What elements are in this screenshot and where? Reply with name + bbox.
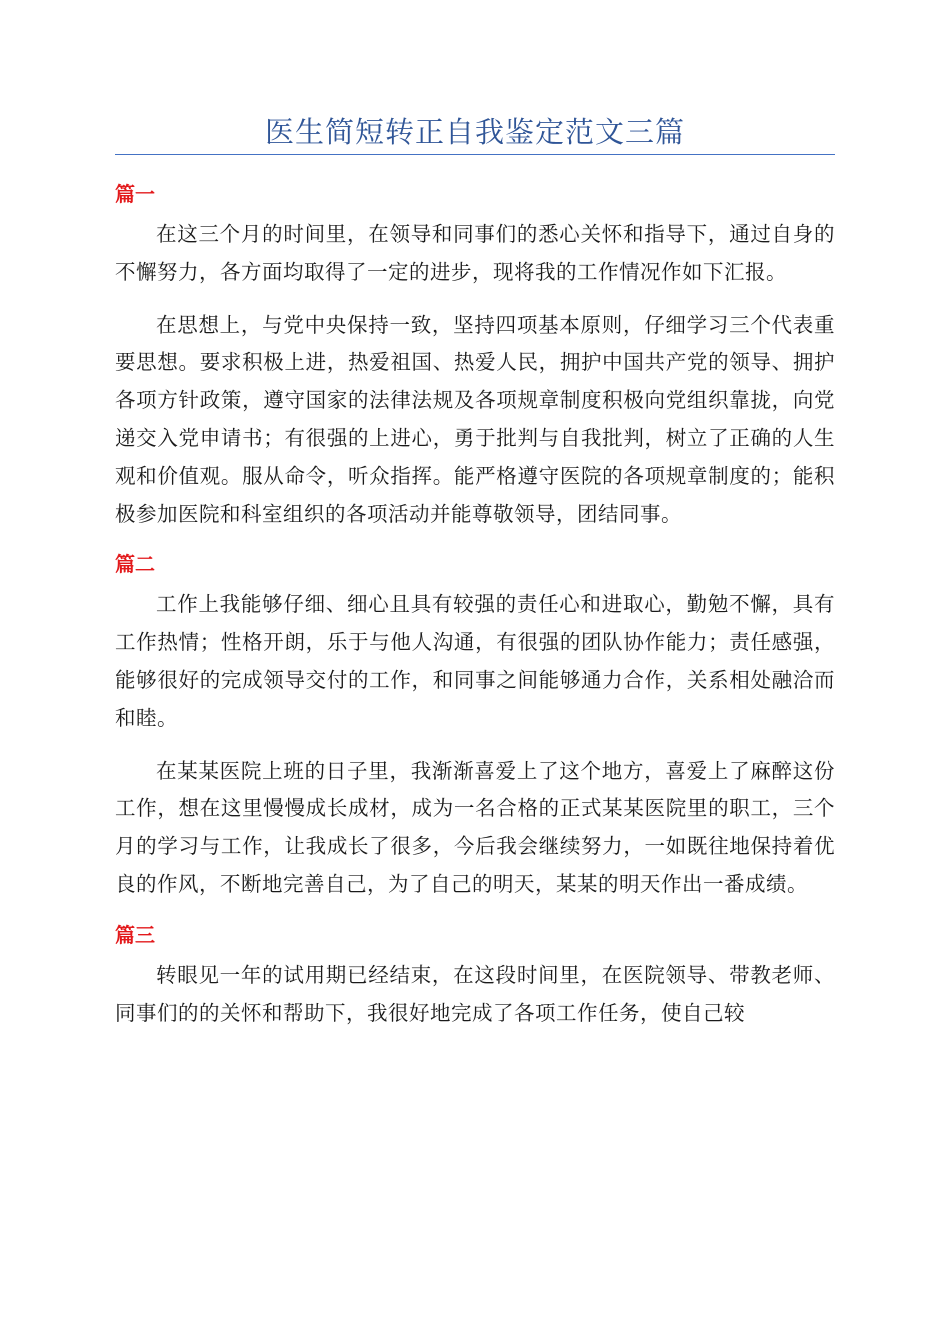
paragraph: 转眼见一年的试用期已经结束，在这段时间里，在医院领导、带教老师、同事们的的关怀和帮助下，我很好地完成了各项工作任务，使自己较 bbox=[115, 962, 835, 1025]
section-heading: 篇二 bbox=[115, 552, 155, 577]
section-heading: 篇三 bbox=[115, 922, 155, 947]
paragraph: 工作上我能够仔细、细心且具有较强的责任心和进取心，勤勉不懈，具有工作热情；性格开朗，乐于与他人沟通，有很强的团队协作能力；责任感强，能够很好的完成领导交付的工作，和同事之间能够通力合作，关系相处融洽而和睦。 bbox=[115, 592, 835, 730]
section-3 bbox=[115, 917, 835, 1033]
section-1 bbox=[115, 176, 835, 533]
section-2 bbox=[115, 546, 835, 903]
section-heading: 篇一 bbox=[115, 182, 155, 206]
document-title: 医生简短转正自我鉴定范文三篇 bbox=[264, 115, 685, 149]
paragraph: 在思想上，与党中央保持一致，坚持四项基本原则，仔细学习三个代表重要思想。要求积极上进，热爱祖国、热爱人民，拥护中国共产党的领导、拥护各项方针政策，遵守国家的法律法规及各项规章制度积极向党组织靠拢，向党递交入党申请书；有很强的上进心，勇于批判与自我批判，树立了正确的人生观和价值观。服从命令，听众指挥。能严格遵守医院的各项规章制度的；能积极参加医院和科室组织的各项活动并能尊敬领导，团结同事。 bbox=[115, 312, 835, 526]
title-underline bbox=[115, 154, 835, 155]
paragraph: 在这三个月的时间里，在领导和同事们的悉心关怀和指导下，通过自身的不懈努力，各方面均取得了一定的进步，现将我的工作情况作如下汇报。 bbox=[115, 222, 835, 284]
document-body bbox=[115, 176, 835, 1047]
paragraph: 在某某医院上班的日子里，我渐渐喜爱上了这个地方，喜爱上了麻醉这份工作，想在这里慢慢成长成材，成为一名合格的正式某某医院里的职工，三个月的学习与工作，让我成长了很多，今后我会继续努力，一如既往地保持着优良的作风，不断地完善自己，为了自己的明天，某某的明天作出一番成绩。 bbox=[115, 758, 835, 896]
